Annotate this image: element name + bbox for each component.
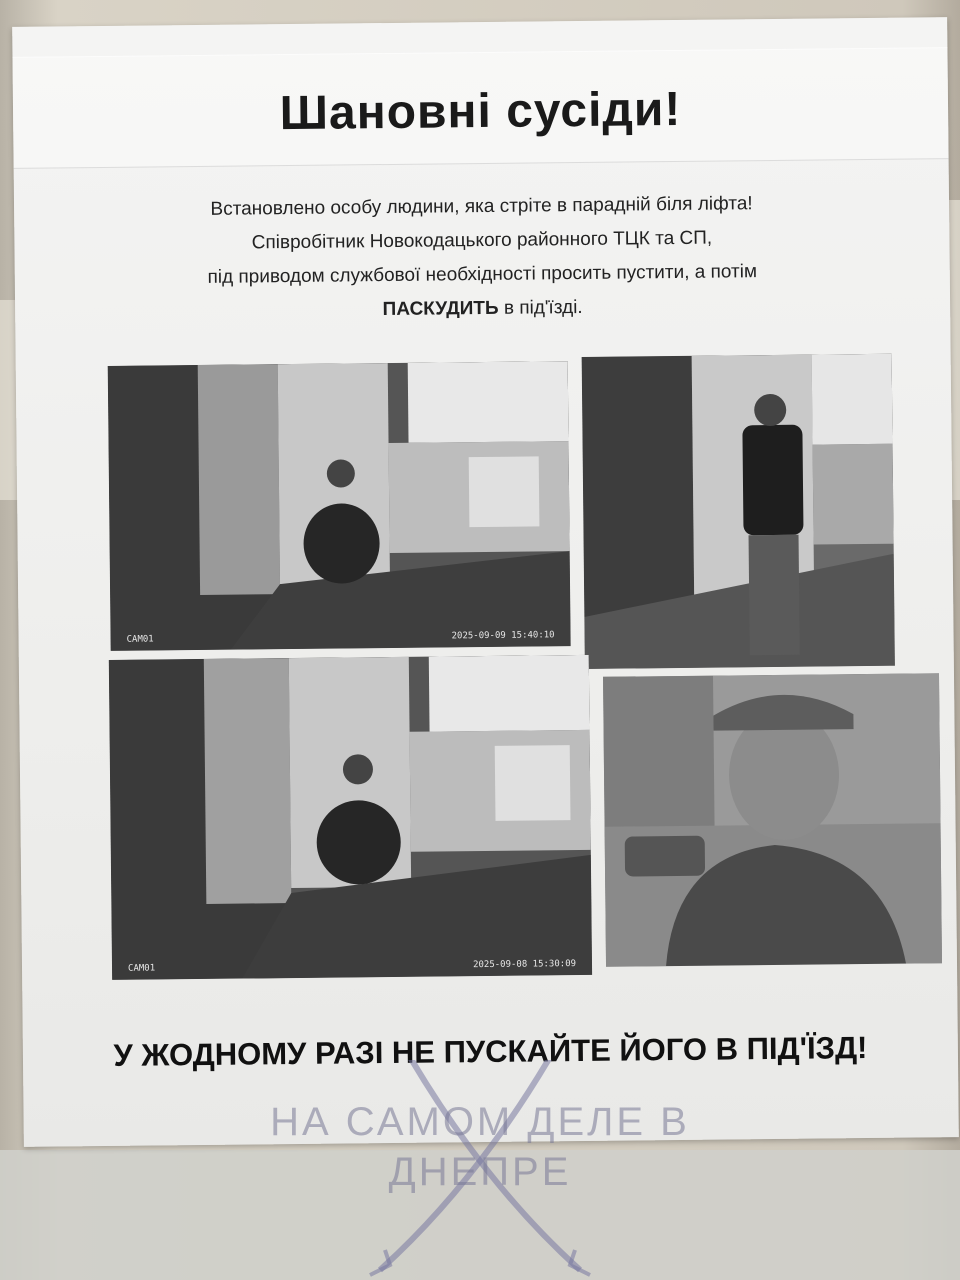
poster-sheet <box>12 17 959 1147</box>
warning-text: У ЖОДНОМУ РАЗІ НЕ ПУСКАЙТЕ ЙОГО В ПІД'ЇЗД! <box>113 1030 868 1073</box>
intro-emphasis: ПАСКУДИТЬ <box>382 297 499 321</box>
poster-title: Шановні сусіди! <box>279 82 682 141</box>
intro-line-3: під приводом службової необхідності просить пустити, а потім <box>207 261 758 288</box>
poster-intro <box>74 186 890 331</box>
cam-label-1: CAM01 <box>126 634 154 645</box>
watermark-line-2: ДНЕПРЕ <box>388 1150 572 1194</box>
watermark-line-1: НА САМОМ ДЕЛЕ В <box>270 1100 690 1144</box>
cctv-photo-1 <box>108 361 571 651</box>
cam-timestamp-3: 2025-09-08 15:30:09 <box>473 959 577 971</box>
cctv-photo-3 <box>109 655 592 980</box>
cam-label-3: CAM01 <box>127 963 156 974</box>
intro-line-1: Встановлено особу людини, яка стріте в парадній біля ліфта! <box>210 193 753 220</box>
watermark <box>230 1060 730 1280</box>
cam-timestamp-1: 2025-09-09 15:40:10 <box>451 630 555 642</box>
portrait-scene <box>603 673 942 967</box>
cctv-photo-2 <box>582 354 895 669</box>
intro-line-2: Співробітник Новокодацького районного ТЦК та СП, <box>251 227 713 254</box>
cctv-scene-3 <box>109 655 592 980</box>
cctv-scene-1 <box>108 361 571 651</box>
intro-line-4 <box>75 288 890 331</box>
cctv-scene-2 <box>582 354 895 669</box>
portrait-photo <box>603 673 942 967</box>
intro-line-4-rest: в під'їзді. <box>498 296 583 319</box>
